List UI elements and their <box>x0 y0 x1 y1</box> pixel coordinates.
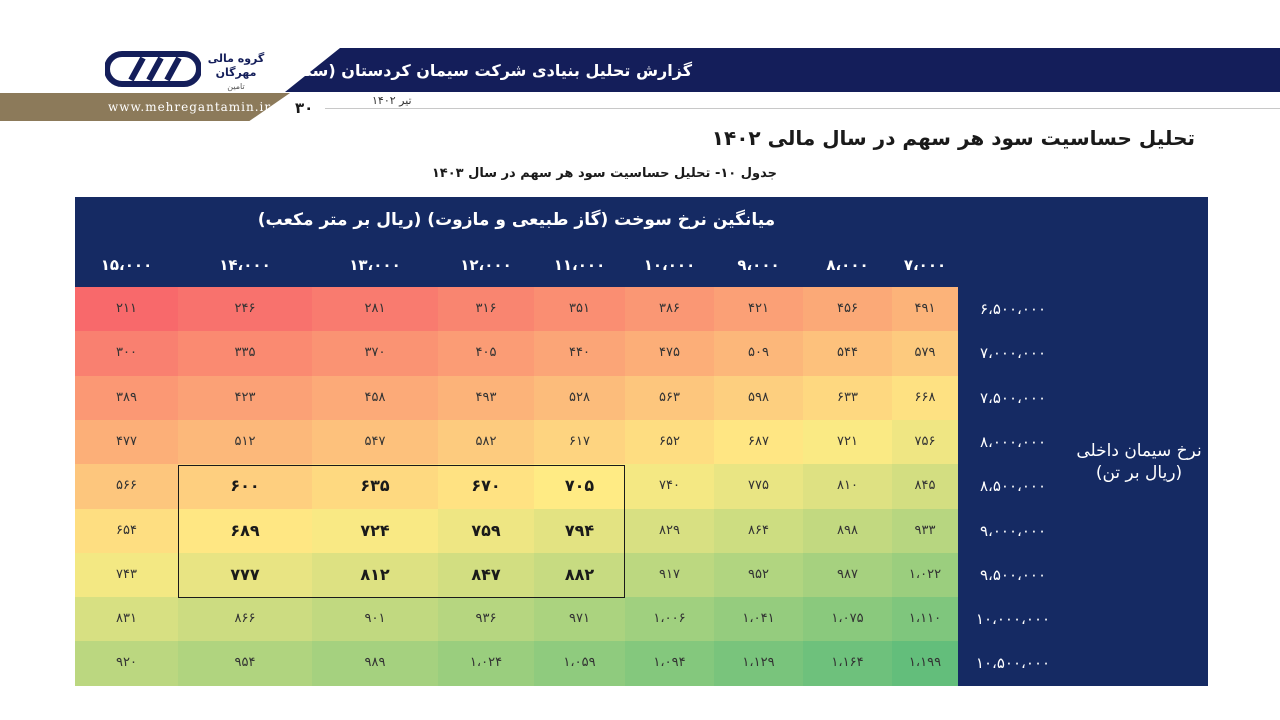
table-cell: ۱،۱۲۹ <box>714 641 803 686</box>
cement-rate-unit: (ریال بر تن) <box>1095 463 1183 483</box>
table-cell: ۵۴۷ <box>312 420 438 465</box>
company-logo-icon <box>105 50 201 88</box>
table-cell: ۷۲۴ <box>312 509 438 554</box>
table-cell: ۸۴۷ <box>438 553 534 598</box>
table-cell: ۶۰۰ <box>178 464 312 509</box>
table-cell: ۱،۰۵۹ <box>534 641 625 686</box>
table-cell: ۸۲۹ <box>625 509 714 554</box>
table-cell: ۹۷۱ <box>534 597 625 642</box>
table-cell: ۵۸۲ <box>438 420 534 465</box>
logo-line3: تامین <box>227 82 245 91</box>
table-cell: ۴۲۱ <box>714 287 803 332</box>
column-header: ۹،۰۰۰ <box>737 256 780 274</box>
column-header: ۱۲،۰۰۰ <box>460 256 512 274</box>
table-cell: ۳۱۶ <box>438 287 534 332</box>
logo-line2: مهرگان <box>215 66 257 79</box>
table-cell: ۶۸۷ <box>714 420 803 465</box>
table-cell: ۴۷۷ <box>75 420 178 465</box>
table-cell: ۶۱۷ <box>534 420 625 465</box>
table-cell: ۵۴۴ <box>803 331 892 376</box>
report-title: گزارش تحلیل بنیادی شرکت سیمان کردستان (سکرد) <box>277 61 692 80</box>
table-caption: جدول ۱۰- تحلیل حساسیت سود هر سهم در سال ۱۴۰۳ <box>431 166 777 181</box>
table-cell: ۵۲۸ <box>534 376 625 421</box>
table-cell: ۹۳۳ <box>892 509 958 554</box>
table-cell: ۸۳۱ <box>75 597 178 642</box>
table-cell: ۹۵۴ <box>178 641 312 686</box>
column-header: ۱۴،۰۰۰ <box>219 256 271 274</box>
row-header: ۱۰،۰۰۰،۰۰۰ <box>975 610 1051 629</box>
row-header: ۱۰،۵۰۰،۰۰۰ <box>975 654 1051 673</box>
column-header: ۷،۰۰۰ <box>903 256 947 274</box>
table-cell: ۵۰۹ <box>714 331 803 376</box>
table-cell: ۹۸۷ <box>803 553 892 598</box>
row-header: ۶،۵۰۰،۰۰۰ <box>979 300 1047 318</box>
table-cell: ۱،۱۶۴ <box>803 641 892 686</box>
table-cell: ۷۵۶ <box>892 420 958 465</box>
table-cell: ۴۹۳ <box>438 376 534 421</box>
table-cell: ۸۸۲ <box>534 553 625 598</box>
table-cell: ۲۴۶ <box>178 287 312 332</box>
column-header: ۱۵،۰۰۰ <box>100 256 153 274</box>
header-divider <box>325 108 1280 109</box>
table-cell: ۸۴۵ <box>892 464 958 509</box>
cement-rate-header <box>1070 440 1208 484</box>
table-cell: ۸۱۲ <box>312 553 438 598</box>
table-cell: ۷۹۴ <box>534 509 625 554</box>
table-cell: ۷۲۱ <box>803 420 892 465</box>
table-cell: ۳۵۱ <box>534 287 625 332</box>
table-cell: ۷۷۷ <box>178 553 312 598</box>
row-header: ۷،۰۰۰،۰۰۰ <box>979 344 1047 363</box>
table-cell: ۲۱۱ <box>75 287 178 332</box>
logo-line1: گروه مالی <box>207 52 265 65</box>
table-cell: ۱،۰۲۲ <box>892 553 958 598</box>
page-title: تحلیل حساسیت سود هر سهم در سال مالی ۱۴۰۲ <box>711 126 1195 150</box>
row-header: ۷،۵۰۰،۰۰۰ <box>979 388 1047 407</box>
website-url[interactable]: www.mehregantamin.ir <box>108 100 272 114</box>
table-cell: ۵۶۳ <box>625 376 714 421</box>
cement-rate-title: نرخ سیمان داخلی <box>1076 441 1202 461</box>
table-cell: ۴۲۳ <box>178 376 312 421</box>
column-header: ۸،۰۰۰ <box>826 256 869 274</box>
table-cell: ۶۸۹ <box>178 509 312 554</box>
table-cell: ۴۰۵ <box>438 331 534 376</box>
table-cell: ۲۸۱ <box>312 287 438 332</box>
table-cell: ۱،۱۹۹ <box>892 641 958 686</box>
table-cell: ۸۱۰ <box>803 464 892 509</box>
table-cell: ۷۰۵ <box>534 464 625 509</box>
table-cell: ۸۹۸ <box>803 509 892 554</box>
table-cell: ۱،۰۲۴ <box>438 641 534 686</box>
table-cell: ۳۸۶ <box>625 287 714 332</box>
table-cell: ۷۷۵ <box>714 464 803 509</box>
table-cell: ۹۰۱ <box>312 597 438 642</box>
table-cell: ۳۳۵ <box>178 331 312 376</box>
column-header: ۱۱،۰۰۰ <box>553 256 606 274</box>
table-cell: ۸۶۶ <box>178 597 312 642</box>
row-header: ۹،۵۰۰،۰۰۰ <box>979 565 1047 584</box>
table-cell: ۹۳۶ <box>438 597 534 642</box>
table-cell: ۶۶۸ <box>892 376 958 421</box>
row-header: ۹،۰۰۰،۰۰۰ <box>979 521 1047 540</box>
table-cell: ۴۵۶ <box>803 287 892 332</box>
page-number: ۳۰ <box>295 99 314 117</box>
table-cell: ۶۳۵ <box>312 464 438 509</box>
table-cell: ۵۹۸ <box>714 376 803 421</box>
table-cell: ۱،۰۹۴ <box>625 641 714 686</box>
table-cell: ۶۷۰ <box>438 464 534 509</box>
table-cell: ۴۵۸ <box>312 376 438 421</box>
table-cell: ۸۶۴ <box>714 509 803 554</box>
row-header: ۸،۰۰۰،۰۰۰ <box>979 432 1047 451</box>
table-cell: ۳۸۹ <box>75 376 178 421</box>
table-cell: ۴۹۱ <box>892 287 958 332</box>
table-cell: ۵۱۲ <box>178 420 312 465</box>
table-cell: ۷۴۳ <box>75 553 178 598</box>
table-cell: ۶۳۳ <box>803 376 892 421</box>
table-cell: ۴۷۵ <box>625 331 714 376</box>
table-cell: ۹۱۷ <box>625 553 714 598</box>
table-cell: ۳۷۰ <box>312 331 438 376</box>
fuel-rate-header: میانگین نرخ سوخت (گاز طبیعی و مازوت) (ریال بر متر مکعب) <box>257 210 776 230</box>
column-header: ۱۳،۰۰۰ <box>349 256 401 274</box>
report-date: تیر ۱۴۰۲ <box>372 94 412 107</box>
table-cell: ۱،۰۷۵ <box>803 597 892 642</box>
table-cell: ۵۶۶ <box>75 464 178 509</box>
table-cell: ۴۴۰ <box>534 331 625 376</box>
row-header: ۸،۵۰۰،۰۰۰ <box>979 477 1047 496</box>
table-cell: ۹۸۹ <box>312 641 438 686</box>
table-cell: ۳۰۰ <box>75 331 178 376</box>
table-cell: ۱،۰۴۱ <box>714 597 803 642</box>
table-cell: ۹۵۲ <box>714 553 803 598</box>
table-cell: ۶۵۴ <box>75 509 178 554</box>
table-cell: ۱،۱۱۰ <box>892 597 958 642</box>
table-cell: ۵۷۹ <box>892 331 958 376</box>
table-cell: ۷۴۰ <box>625 464 714 509</box>
table-cell: ۹۲۰ <box>75 641 178 686</box>
logo-text <box>205 52 267 94</box>
column-header: ۱۰،۰۰۰ <box>643 256 696 274</box>
table-cell: ۷۵۹ <box>438 509 534 554</box>
table-cell: ۶۵۲ <box>625 420 714 465</box>
table-cell: ۱،۰۰۶ <box>625 597 714 642</box>
